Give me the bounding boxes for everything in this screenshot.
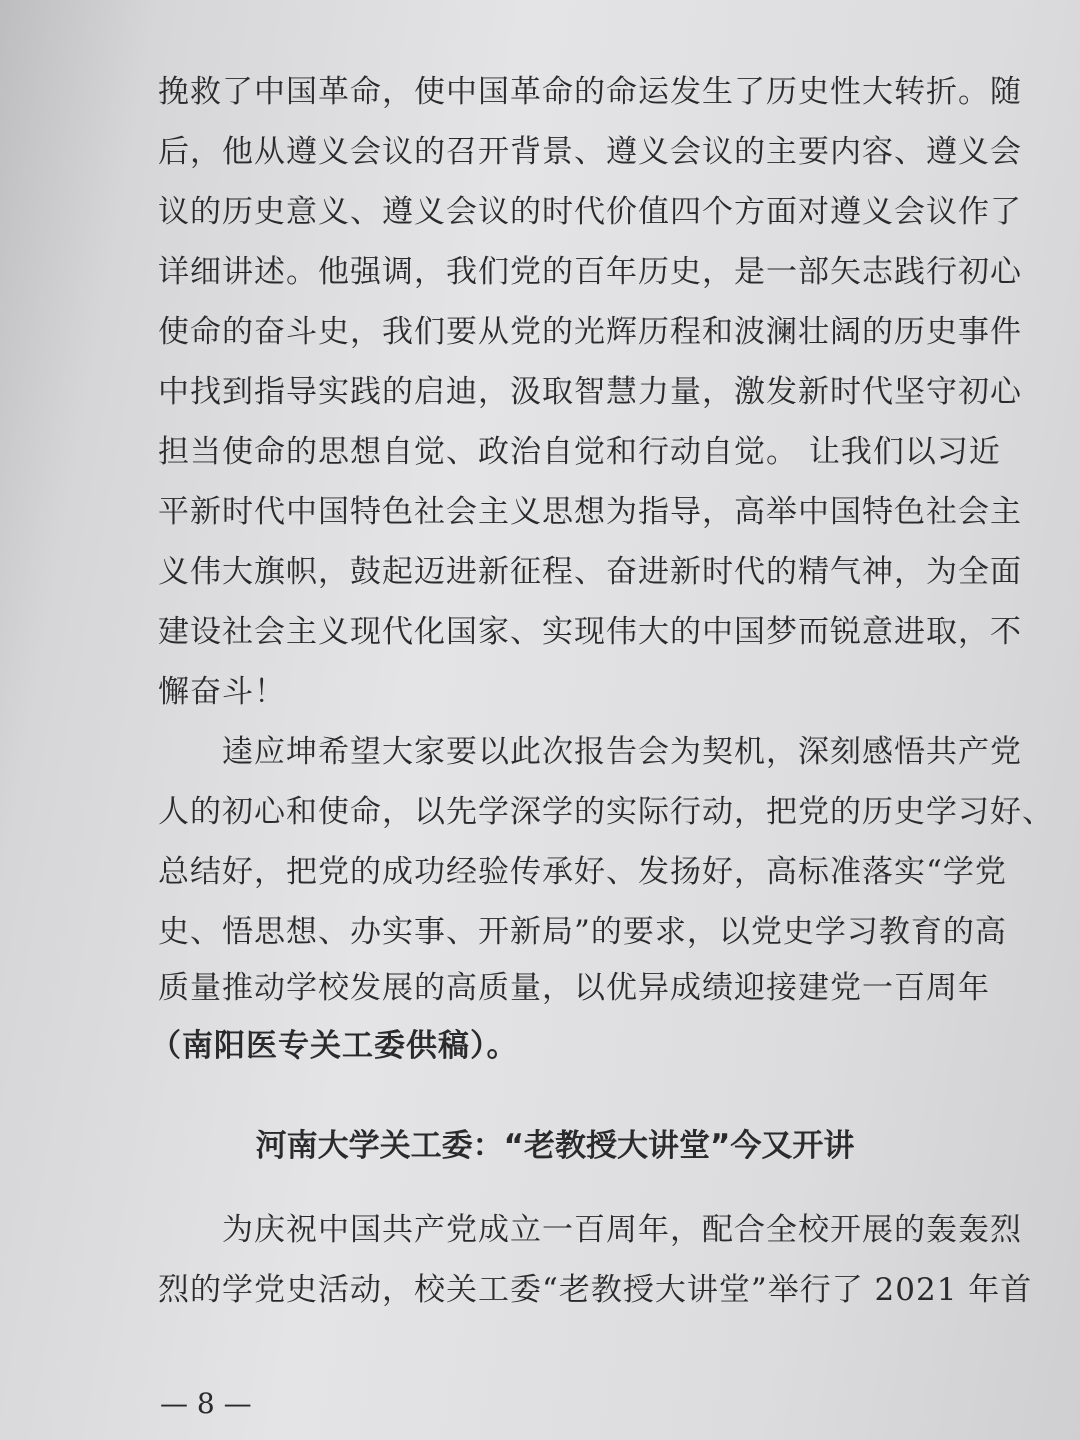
paragraph-line: 担当使命的思想自觉、政治自觉和行动自觉。 让我们以习近 xyxy=(158,434,1001,470)
paragraph-line: 史、悟思想、办实事、开新局”的要求，以党史学习教育的高 xyxy=(158,914,1007,950)
paragraph-line: 详细讲述。他强调，我们党的百年历史，是一部矢志践行初心 xyxy=(158,254,1022,290)
paragraph-line: 平新时代中国特色社会主义思想为指导，高举中国特色社会主 xyxy=(158,494,1022,530)
paragraph-line: 中找到指导实践的启迪，汲取智慧力量，激发新时代坚守初心 xyxy=(158,374,1022,410)
paragraph-line: 逵应坤希望大家要以此次报告会为契机，深刻感悟共产党 xyxy=(222,734,1022,770)
paragraph-line: 为庆祝中国共产党成立一百周年，配合全校开展的轰轰烈 xyxy=(222,1212,1022,1248)
source-credit: （南阳医专关工委供稿）。 xyxy=(150,1028,519,1064)
paragraph-line: 质量推动学校发展的高质量，以优异成绩迎接建党一百周年 xyxy=(158,970,990,1006)
paragraph-line: 议的历史意义、遵义会议的时代价值四个方面对遵义会议作了 xyxy=(158,194,1022,230)
paragraph-line: 建设社会主义现代化国家、实现伟大的中国梦而锐意进取，不 xyxy=(158,614,1022,650)
paragraph-line: 人的初心和使命，以先学深学的实际行动，把党的历史学习好、 xyxy=(158,794,1054,830)
paragraph-line: 后，他从遵义会议的召开背景、遵义会议的主要内容、遵义会 xyxy=(158,134,1022,170)
paragraph-line: 烈的学党史活动，校关工委“老教授大讲堂”举行了 2021 年首 xyxy=(158,1272,1033,1308)
paragraph-line: 义伟大旗帜，鼓起迈进新征程、奋进新时代的精气神，为全面 xyxy=(158,554,1022,590)
page-number: — 8 — xyxy=(160,1387,252,1420)
paragraph-line: 挽救了中国革命，使中国革命的命运发生了历史性大转折。随 xyxy=(158,74,1022,110)
paragraph-line: 总结好，把党的成功经验传承好、发扬好，高标准落实“学党 xyxy=(158,854,1007,890)
paragraph-line: 懈奋斗！ xyxy=(158,674,286,710)
article-heading: 河南大学关工委：“老教授大讲堂”今又开讲 xyxy=(255,1128,855,1164)
paragraph-line: 使命的奋斗史，我们要从党的光辉历程和波澜壮阔的历史事件 xyxy=(158,314,1022,350)
